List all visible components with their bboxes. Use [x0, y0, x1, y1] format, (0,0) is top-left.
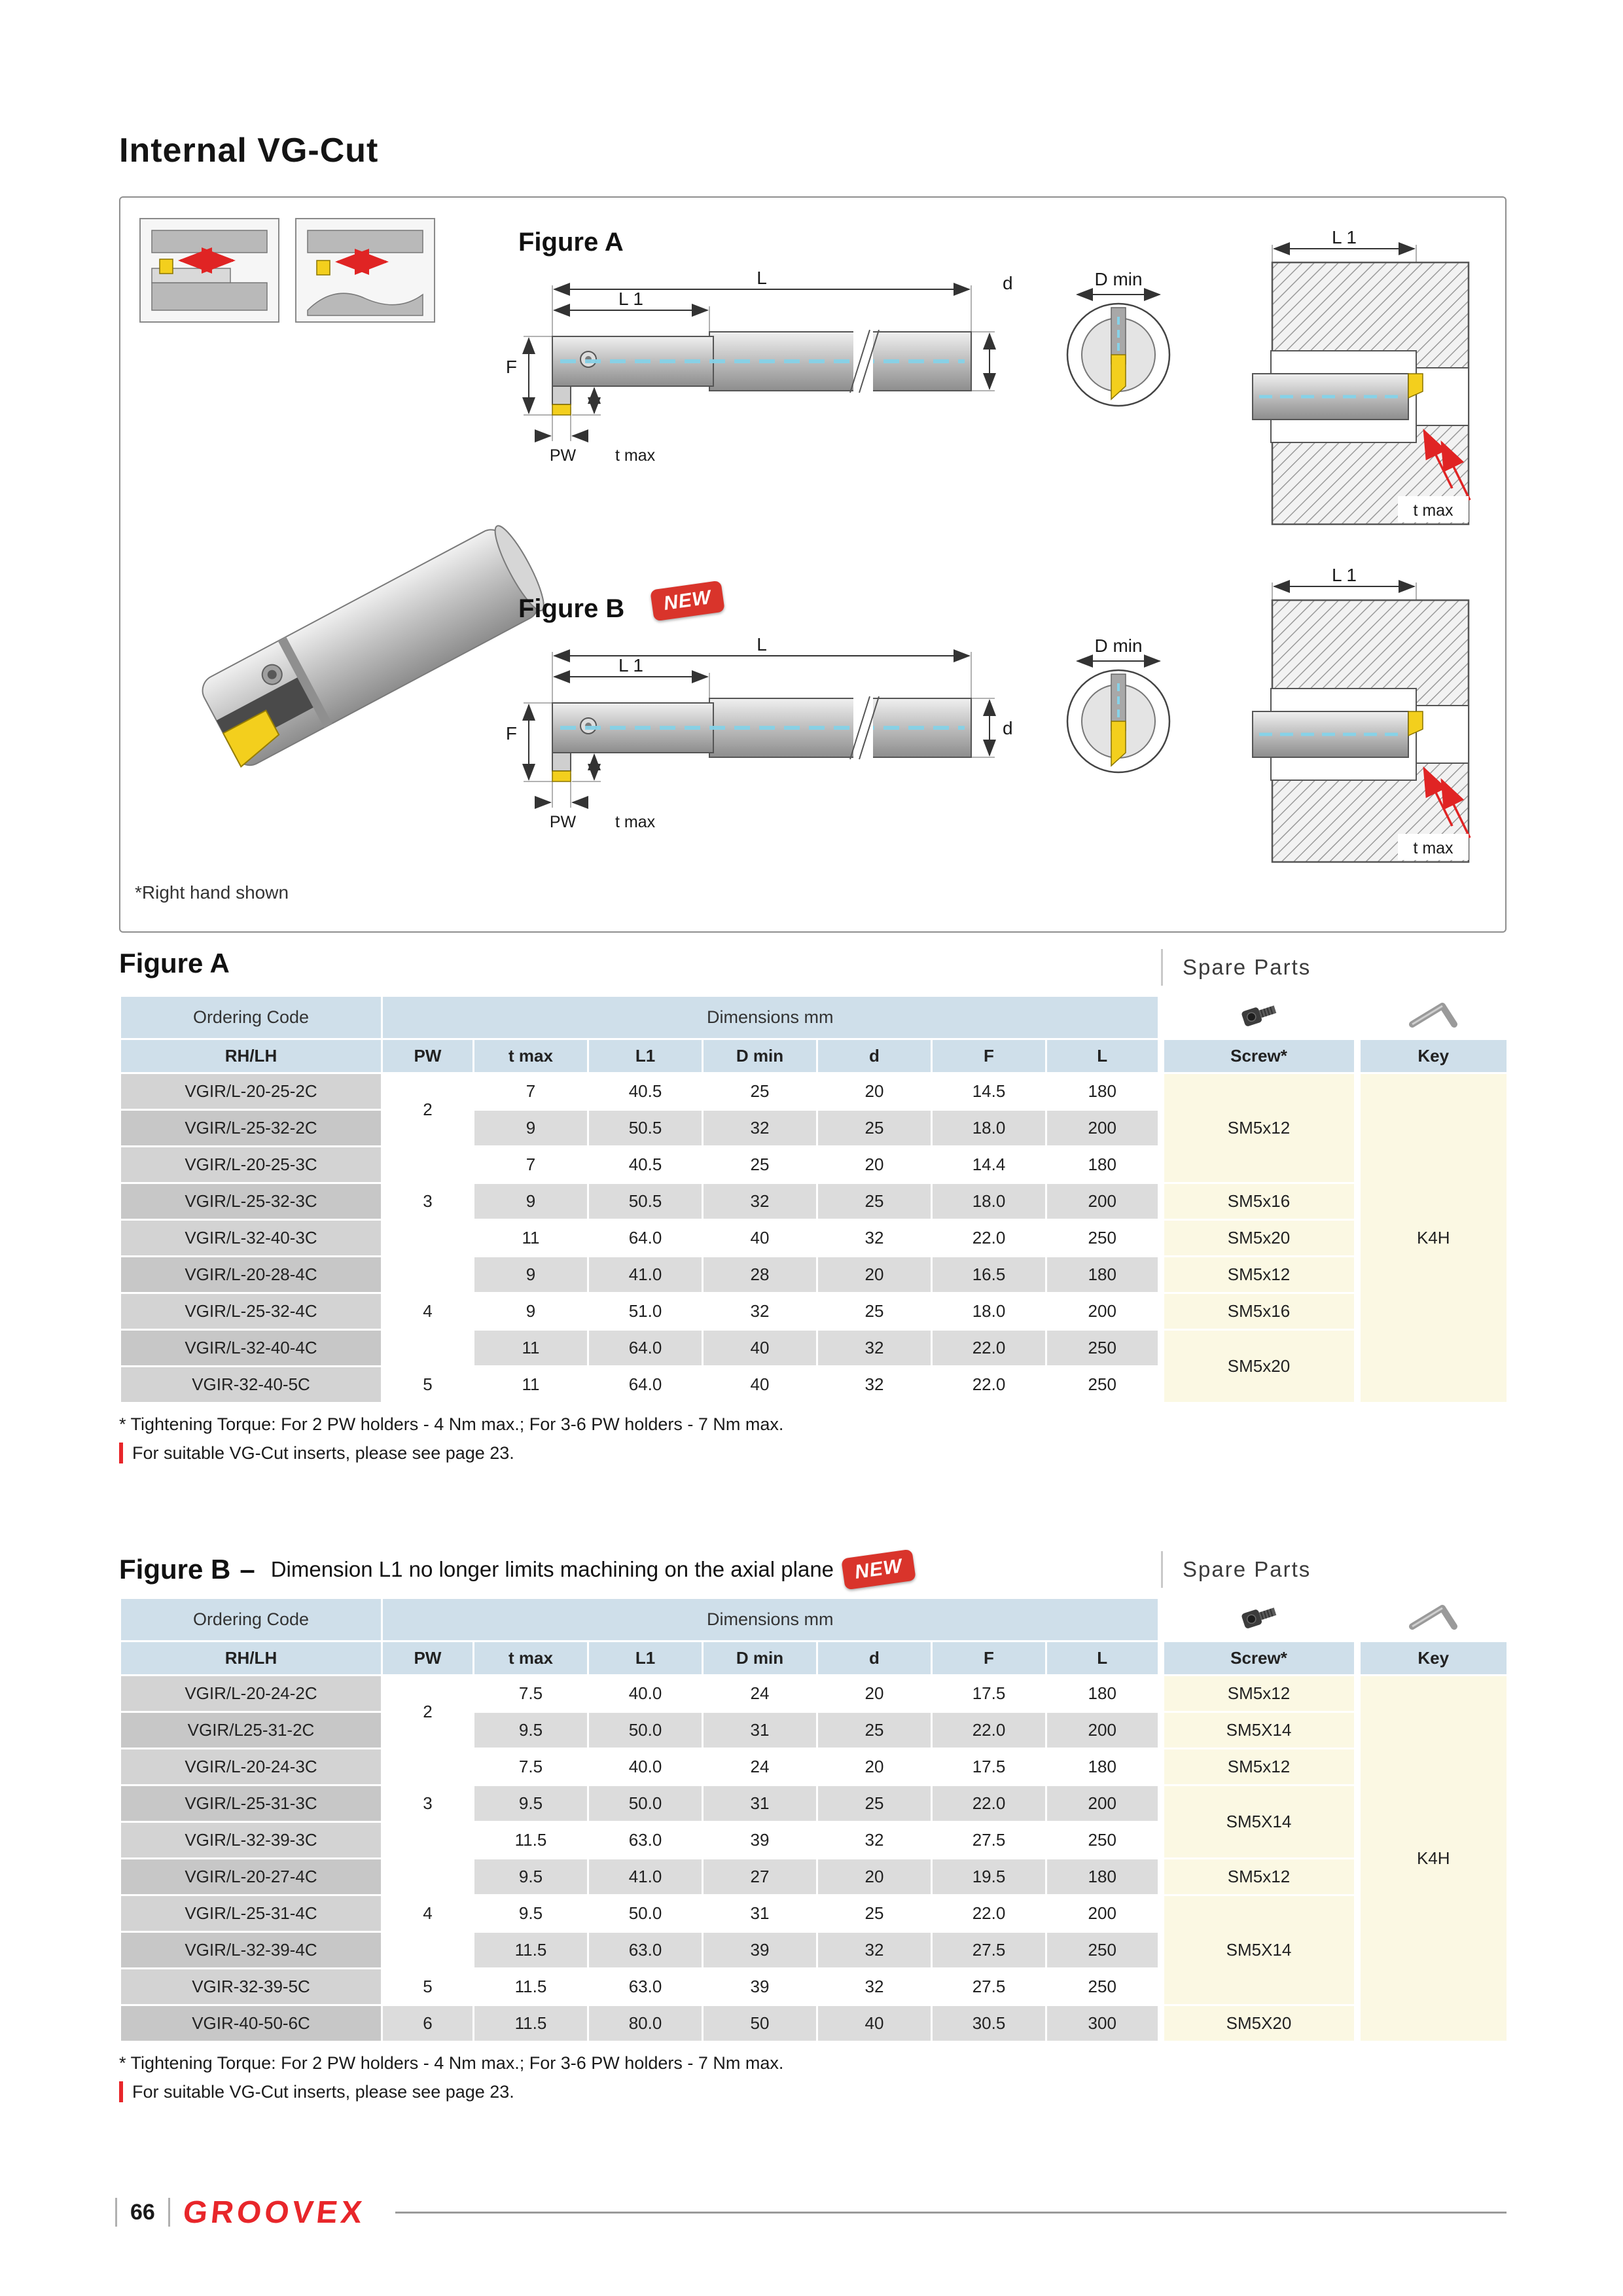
dim-cell-f: 17.5: [932, 1749, 1046, 1785]
dim-cell-l1: 64.0: [588, 1220, 703, 1257]
dim-cell-l: 200: [1046, 1712, 1161, 1749]
ordering-code-cell: VGIR/L-20-25-3C: [120, 1147, 382, 1183]
pw-header: PW: [382, 1641, 474, 1676]
dim-label-tmax-sect-b: t max: [1413, 839, 1454, 857]
f-header: F: [932, 1039, 1046, 1073]
key-cell: K4H: [1357, 1073, 1508, 1403]
spare-parts-label-a: Spare Parts: [1161, 949, 1311, 986]
dim-cell-tmax: 11.5: [474, 2005, 588, 2042]
ordering-code-cell: VGIR/L-25-31-3C: [120, 1785, 382, 1822]
screw-cell: SM5x16: [1161, 1183, 1357, 1220]
screw-cell: SM5X14: [1161, 1895, 1357, 2005]
table-row: [120, 1676, 1508, 1712]
dim-cell-tmax: 9.5: [474, 1785, 588, 1822]
rhlh-header: RH/LH: [120, 1039, 382, 1073]
dim-cell-dmin: 31: [703, 1785, 817, 1822]
dim-cell-f: 22.0: [932, 1330, 1046, 1367]
dim-cell-l1: 64.0: [588, 1330, 703, 1367]
dim-cell-tmax: 9.5: [474, 1859, 588, 1895]
screw-icon: [1235, 997, 1283, 1033]
screw-cell: SM5X20: [1161, 2005, 1357, 2042]
screw-header: Screw*: [1161, 1039, 1357, 1073]
technical-drawing-panel: [119, 196, 1507, 933]
ordering-code-cell: VGIR-32-40-5C: [120, 1367, 382, 1403]
dim-cell-l: 200: [1046, 1110, 1161, 1147]
ordering-code-cell: VGIR/L-20-24-2C: [120, 1676, 382, 1712]
dim-label-L-b: L: [757, 634, 767, 655]
dim-cell-d: 20: [817, 1676, 932, 1712]
dim-cell-d: 25: [817, 1110, 932, 1147]
figure-a-section-view: [1253, 245, 1470, 524]
dim-cell-d: 20: [817, 1859, 932, 1895]
dim-cell-f: 17.5: [932, 1676, 1046, 1712]
figure-a-end-view: [1067, 295, 1169, 406]
dim-cell-tmax: 9: [474, 1257, 588, 1293]
torque-note-a: * Tightening Torque: For 2 PW holders - 4 Nm max.; For 3-6 PW holders - 7 Nm max.: [119, 1414, 784, 1434]
dim-cell-d: 32: [817, 1367, 932, 1403]
screw-cell: SM5x12: [1161, 1749, 1357, 1785]
ordering-code-cell: VGIR/L-32-40-4C: [120, 1330, 382, 1367]
dim-cell-dmin: 32: [703, 1293, 817, 1330]
dim-cell-l1: 63.0: [588, 1822, 703, 1859]
l-header: L: [1046, 1641, 1161, 1676]
inserts-note-a: For suitable VG-Cut inserts, please see page 23.: [119, 1443, 1507, 1463]
screw-cell: SM5X14: [1161, 1785, 1357, 1859]
pw-cell: 5: [382, 1367, 474, 1403]
ordering-code-cell: VGIR/L-20-28-4C: [120, 1257, 382, 1293]
pw-cell: 4: [382, 1859, 474, 1969]
ordering-code-cell: VGIR/L-32-39-4C: [120, 1932, 382, 1969]
pw-cell: 2: [382, 1676, 474, 1749]
dim-label-L1-sect-a: L 1: [1332, 227, 1357, 247]
figure-b-section-view: [1253, 583, 1470, 862]
dim-cell-tmax: 11.5: [474, 1969, 588, 2005]
brand-logo: GROOVEX: [181, 2195, 367, 2230]
dim-cell-l1: 50.0: [588, 1895, 703, 1932]
dim-cell-dmin: 24: [703, 1676, 817, 1712]
dim-label-d-a: d: [1003, 273, 1013, 293]
dim-cell-l: 200: [1046, 1785, 1161, 1822]
figure-b-title: Figure B: [119, 1554, 231, 1585]
dim-cell-tmax: 9: [474, 1110, 588, 1147]
dim-cell-l: 250: [1046, 1969, 1161, 2005]
tmax-header: t max: [474, 1039, 588, 1073]
dim-cell-l: 250: [1046, 1822, 1161, 1859]
dim-cell-l1: 80.0: [588, 2005, 703, 2042]
pw-cell: 6: [382, 2005, 474, 2042]
dim-cell-l1: 50.5: [588, 1110, 703, 1147]
screw-cell: SM5x12: [1161, 1676, 1357, 1712]
ordering-code-cell: VGIR/L-20-24-3C: [120, 1749, 382, 1785]
pw-header: PW: [382, 1039, 474, 1073]
dim-cell-f: 22.0: [932, 1785, 1046, 1822]
table-row: [120, 1073, 1508, 1110]
dim-cell-f: 27.5: [932, 1969, 1046, 2005]
dim-cell-tmax: 11: [474, 1330, 588, 1367]
dim-label-L1-sect-b: L 1: [1332, 565, 1357, 585]
tool-3d-render: [197, 520, 552, 770]
screw-cell: SM5x12: [1161, 1073, 1357, 1183]
dim-cell-dmin: 40: [703, 1220, 817, 1257]
ordering-code-cell: VGIR-40-50-6C: [120, 2005, 382, 2042]
dim-cell-f: 16.5: [932, 1257, 1046, 1293]
dim-cell-dmin: 32: [703, 1183, 817, 1220]
dimensions-header: Dimensions mm: [382, 996, 1161, 1039]
dim-cell-dmin: 31: [703, 1712, 817, 1749]
dim-label-d-b: d: [1003, 718, 1013, 738]
figure-a-side-view: [524, 285, 995, 441]
dim-cell-d: 20: [817, 1147, 932, 1183]
dim-cell-d: 32: [817, 1330, 932, 1367]
dim-cell-tmax: 7: [474, 1073, 588, 1110]
dim-label-tmax-sect-a: t max: [1413, 501, 1454, 520]
dim-label-L-a: L: [757, 268, 767, 288]
dim-cell-l: 180: [1046, 1749, 1161, 1785]
key-icon-cell: [1357, 996, 1508, 1039]
dim-cell-f: 30.5: [932, 2005, 1046, 2042]
dim-cell-l: 180: [1046, 1257, 1161, 1293]
machining-direction-icon-1: [140, 219, 279, 322]
dimensions-header: Dimensions mm: [382, 1598, 1161, 1641]
dim-cell-f: 27.5: [932, 1822, 1046, 1859]
key-header: Key: [1357, 1641, 1508, 1676]
figure-b-drawing-label: Figure B: [518, 594, 625, 623]
dim-cell-l: 250: [1046, 1932, 1161, 1969]
dim-cell-f: 22.0: [932, 1895, 1046, 1932]
figure-a-section-head: [119, 948, 1507, 990]
d-header: d: [817, 1039, 932, 1073]
table-row: [120, 1293, 1508, 1330]
red-accent-bar: [119, 2081, 123, 2102]
dim-cell-l1: 50.0: [588, 1712, 703, 1749]
key-icon-cell: [1357, 1598, 1508, 1641]
dim-cell-d: 25: [817, 1293, 932, 1330]
dim-cell-tmax: 9.5: [474, 1712, 588, 1749]
dim-cell-tmax: 7: [474, 1147, 588, 1183]
dim-label-PW-a: PW: [549, 446, 577, 465]
dim-cell-d: 25: [817, 1785, 932, 1822]
dim-cell-f: 19.5: [932, 1859, 1046, 1895]
dim-cell-f: 18.0: [932, 1183, 1046, 1220]
dim-cell-dmin: 27: [703, 1859, 817, 1895]
l-header: L: [1046, 1039, 1161, 1073]
screw-cell: SM5X14: [1161, 1712, 1357, 1749]
dim-label-Dmin-a: D min: [1094, 269, 1143, 289]
dim-cell-d: 40: [817, 2005, 932, 2042]
dim-cell-l: 200: [1046, 1293, 1161, 1330]
dim-cell-dmin: 28: [703, 1257, 817, 1293]
ordering-code-cell: VGIR/L-20-27-4C: [120, 1859, 382, 1895]
screw-cell: SM5x20: [1161, 1220, 1357, 1257]
hex-key-icon: [1403, 1599, 1463, 1636]
dim-cell-l: 200: [1046, 1183, 1161, 1220]
dim-cell-dmin: 40: [703, 1330, 817, 1367]
pw-cell: 3: [382, 1147, 474, 1257]
table-row: [120, 1183, 1508, 1220]
ordering-code-header: Ordering Code: [120, 1598, 382, 1641]
dim-cell-dmin: 40: [703, 1367, 817, 1403]
dim-cell-tmax: 11.5: [474, 1932, 588, 1969]
screw-cell: SM5x20: [1161, 1330, 1357, 1403]
figure-b-section: [119, 1550, 1507, 2102]
ordering-code-cell: VGIR/L-25-31-4C: [120, 1895, 382, 1932]
ordering-code-cell: VGIR/L-25-32-3C: [120, 1183, 382, 1220]
dim-cell-d: 20: [817, 1073, 932, 1110]
figure-a-table: [119, 995, 1508, 1404]
dim-cell-tmax: 9: [474, 1183, 588, 1220]
l1-header: L1: [588, 1039, 703, 1073]
screw-icon-cell: [1161, 1598, 1357, 1641]
dim-label-tmax-a: t max: [615, 446, 656, 465]
figure-a-drawing-label: Figure A: [518, 228, 624, 257]
ordering-code-cell: VGIR/L-25-32-4C: [120, 1293, 382, 1330]
dim-cell-l1: 63.0: [588, 1969, 703, 2005]
dim-cell-f: 22.0: [932, 1367, 1046, 1403]
dim-cell-l1: 63.0: [588, 1932, 703, 1969]
figure-b-end-view: [1067, 661, 1169, 772]
screw-icon-cell: [1161, 996, 1357, 1039]
dim-cell-d: 32: [817, 1932, 932, 1969]
dim-cell-f: 22.0: [932, 1712, 1046, 1749]
table-row: [120, 1749, 1508, 1785]
f-header: F: [932, 1641, 1046, 1676]
dim-cell-l1: 41.0: [588, 1859, 703, 1895]
torque-note-b: * Tightening Torque: For 2 PW holders - 4 Nm max.; For 3-6 PW holders - 7 Nm max.: [119, 2053, 784, 2073]
dim-label-L1-b: L 1: [618, 655, 643, 675]
footer-rule: [395, 2212, 1507, 2214]
ordering-code-cell: VGIR/L-25-32-2C: [120, 1110, 382, 1147]
dim-cell-tmax: 11: [474, 1367, 588, 1403]
key-header: Key: [1357, 1039, 1508, 1073]
page-title: Internal VG-Cut: [119, 132, 379, 170]
dim-label-F-b: F: [505, 723, 517, 744]
figure-b-table: [119, 1597, 1508, 2043]
dim-cell-l1: 41.0: [588, 1257, 703, 1293]
table-row: [120, 1220, 1508, 1257]
d-header: d: [817, 1641, 932, 1676]
dim-cell-tmax: 7.5: [474, 1676, 588, 1712]
dim-cell-l1: 51.0: [588, 1293, 703, 1330]
dim-cell-dmin: 24: [703, 1749, 817, 1785]
ordering-code-cell: VGIR/L-32-39-3C: [120, 1822, 382, 1859]
ordering-code-cell: VGIR/L-32-40-3C: [120, 1220, 382, 1257]
dim-cell-dmin: 50: [703, 2005, 817, 2042]
dim-cell-d: 25: [817, 1183, 932, 1220]
dim-cell-d: 20: [817, 1749, 932, 1785]
pw-cell: 4: [382, 1257, 474, 1367]
table-row: [120, 1712, 1508, 1749]
dim-cell-d: 32: [817, 1220, 932, 1257]
dim-cell-l: 180: [1046, 1073, 1161, 1110]
dmin-header: D min: [703, 1039, 817, 1073]
dim-cell-tmax: 11.5: [474, 1822, 588, 1859]
ordering-code-header: Ordering Code: [120, 996, 382, 1039]
machining-direction-icon-2: [296, 219, 435, 322]
dim-label-tmax-b: t max: [615, 813, 656, 831]
inserts-note-b: For suitable VG-Cut inserts, please see page 23.: [119, 2081, 1507, 2102]
dim-cell-l1: 50.0: [588, 1785, 703, 1822]
footer-divider: [168, 2198, 170, 2227]
key-cell: K4H: [1357, 1676, 1508, 2042]
hex-key-icon: [1403, 997, 1463, 1033]
dim-cell-tmax: 7.5: [474, 1749, 588, 1785]
screw-header: Screw*: [1161, 1641, 1357, 1676]
table-row: [120, 2005, 1508, 2042]
dim-cell-f: 27.5: [932, 1932, 1046, 1969]
dim-cell-d: 32: [817, 1822, 932, 1859]
dim-cell-d: 25: [817, 1712, 932, 1749]
dim-cell-l1: 40.0: [588, 1749, 703, 1785]
pw-cell: 2: [382, 1073, 474, 1147]
dim-cell-d: 20: [817, 1257, 932, 1293]
dim-cell-dmin: 25: [703, 1147, 817, 1183]
dim-cell-tmax: 11: [474, 1220, 588, 1257]
figure-b-side-view: [524, 652, 995, 808]
dim-label-Dmin-b: D min: [1094, 636, 1143, 656]
screw-cell: SM5x16: [1161, 1293, 1357, 1330]
figure-b-section-head: [119, 1550, 1507, 1592]
dim-label-L1-a: L 1: [618, 289, 643, 309]
dim-label-PW-b: PW: [549, 813, 577, 831]
dim-cell-l1: 50.5: [588, 1183, 703, 1220]
dim-cell-f: 18.0: [932, 1110, 1046, 1147]
dim-cell-l: 180: [1046, 1147, 1161, 1183]
ordering-code-cell: VGIR/L25-31-2C: [120, 1712, 382, 1749]
dim-cell-l: 250: [1046, 1220, 1161, 1257]
dmin-header: D min: [703, 1641, 817, 1676]
figure-a-title: Figure A: [119, 948, 230, 978]
new-badge: NEW: [841, 1549, 916, 1590]
dim-cell-l: 250: [1046, 1330, 1161, 1367]
dim-cell-l1: 40.0: [588, 1676, 703, 1712]
table-row: [120, 1859, 1508, 1895]
table-row: [120, 1330, 1508, 1367]
rhlh-header: RH/LH: [120, 1641, 382, 1676]
l1-header: L1: [588, 1641, 703, 1676]
screw-cell: SM5x12: [1161, 1257, 1357, 1293]
figure-b-title-dash: –: [240, 1554, 255, 1585]
figure-b-subtitle: Dimension L1 no longer limits machining on the axial plane: [270, 1557, 834, 1581]
right-hand-note: *Right hand shown: [135, 882, 289, 903]
spare-parts-label-b: Spare Parts: [1161, 1551, 1311, 1588]
table-row: [120, 1257, 1508, 1293]
dim-cell-dmin: 32: [703, 1110, 817, 1147]
ordering-code-cell: VGIR/L-20-25-2C: [120, 1073, 382, 1110]
new-badge: NEW: [650, 581, 725, 622]
dim-cell-f: 22.0: [932, 1220, 1046, 1257]
red-accent-bar: [119, 1443, 123, 1463]
dim-cell-l: 180: [1046, 1676, 1161, 1712]
table-row: [120, 1895, 1508, 1932]
dim-cell-dmin: 39: [703, 1932, 817, 1969]
dim-cell-l: 200: [1046, 1895, 1161, 1932]
dim-cell-l1: 64.0: [588, 1367, 703, 1403]
dim-cell-d: 32: [817, 1969, 932, 2005]
dim-cell-l: 300: [1046, 2005, 1161, 2042]
ordering-code-cell: VGIR-32-39-5C: [120, 1969, 382, 2005]
dim-cell-dmin: 25: [703, 1073, 817, 1110]
dim-cell-dmin: 31: [703, 1895, 817, 1932]
dim-cell-tmax: 9: [474, 1293, 588, 1330]
figure-a-section: [119, 948, 1507, 1463]
tmax-header: t max: [474, 1641, 588, 1676]
dim-cell-f: 14.5: [932, 1073, 1046, 1110]
dim-cell-l: 180: [1046, 1859, 1161, 1895]
dim-cell-d: 25: [817, 1895, 932, 1932]
dim-cell-l1: 40.5: [588, 1073, 703, 1110]
dim-cell-tmax: 9.5: [474, 1895, 588, 1932]
page-footer: [115, 2191, 1507, 2233]
screw-cell: SM5x12: [1161, 1859, 1357, 1895]
page-number: 66: [130, 2199, 155, 2225]
dim-cell-l: 250: [1046, 1367, 1161, 1403]
screw-icon: [1235, 1599, 1283, 1636]
dim-label-F-a: F: [505, 357, 517, 377]
dim-cell-l1: 40.5: [588, 1147, 703, 1183]
dim-cell-dmin: 39: [703, 1969, 817, 2005]
pw-cell: 5: [382, 1969, 474, 2005]
table-row: [120, 1785, 1508, 1822]
technical-drawing-svg: [120, 198, 1505, 918]
pw-cell: 3: [382, 1749, 474, 1859]
dim-cell-f: 14.4: [932, 1147, 1046, 1183]
dim-cell-dmin: 39: [703, 1822, 817, 1859]
dim-cell-f: 18.0: [932, 1293, 1046, 1330]
footer-divider: [115, 2198, 117, 2227]
